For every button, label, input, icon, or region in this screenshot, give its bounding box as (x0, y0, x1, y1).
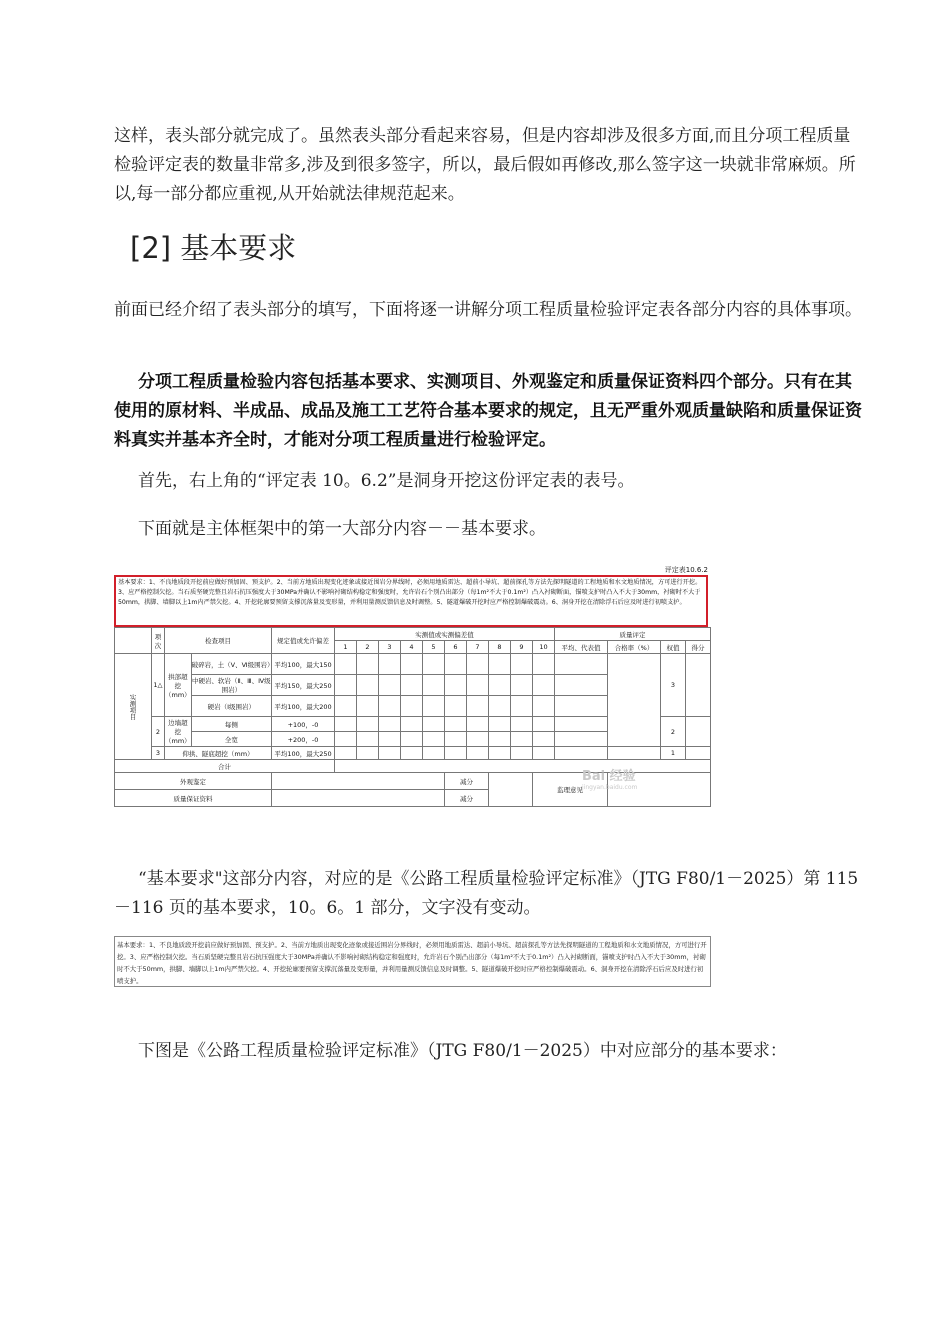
row-no: 3 (152, 747, 165, 760)
deduct-label: 减分 (445, 790, 489, 807)
row-no: 2 (152, 717, 165, 747)
row-item: 中硬岩、软岩（Ⅱ、Ⅲ、Ⅳ级围岩） (191, 675, 271, 696)
paragraph-standard-reference: “基本要求"这部分内容，对应的是《公路工程质量检验评定标准》（JTG F80/1－2025）第 115－116 页的基本要求，10。6。1 部分，文字没有变动。 (114, 869, 859, 918)
row-spec: 平均100，最大200 (272, 696, 335, 717)
header-item-no: 项次 (152, 628, 165, 654)
header-avg: 平均、代表值 (555, 641, 608, 654)
evaluation-form-image (114, 565, 712, 826)
paragraph-intro: 前面已经介绍了表头部分的填写，下面将逐一讲解分项工程质量检验评定表各部分内容的具体事项。 (114, 300, 862, 320)
header-col: 6 (445, 641, 467, 654)
header-check-item: 检查项目 (165, 628, 272, 654)
header-col: 9 (511, 641, 533, 654)
paragraph-quality-content: 分项工程质量检验内容包括基本要求、实测项目、外观鉴定和质量保证资料四个部分。只有在其使用的原材料、半成品、成品及施工工艺符合基本要求的规定，且无严重外观质量缺陷和质量保证资料真实并基本齐全时，才能对分项工程质量进行检验评定。 (114, 372, 862, 450)
watermark-logo: Bai 经验 (582, 769, 636, 784)
row-weight: 2 (661, 717, 686, 747)
paragraph-header-done: 这样，表头部分就完成了。虽然表头部分看起来容易，但是内容却涉及很多方面,而且分项工程质量检验评定表的数量非常多,涉及到很多签字，所以，最后假如再修改,那么签字这一块就非常麻烦。所以,每一部分都应重视,从开始就法律规范起来。 (114, 126, 856, 204)
row-spec: 平均100，最大250 (272, 747, 335, 760)
row-spec: 平均100，最大150 (272, 654, 335, 675)
paragraph-first-part: 下面就是主体框架中的第一大部分内容－－基本要求。 (138, 519, 546, 539)
header-measured: 实测值或实测偏差值 (335, 628, 555, 641)
header-col: 3 (379, 641, 401, 654)
row-spec: 平均150，最大250 (272, 675, 335, 696)
watermark-url: jingyan.baidu.com (582, 784, 638, 791)
appearance-label: 外观鉴定 (115, 773, 272, 790)
header-quality: 质量评定 (555, 628, 711, 641)
header-weight: 权值 (661, 641, 686, 654)
paragraph-form-number: 首先，右上角的“评定表 10。6.2”是洞身开挖这份评定表的表号。 (138, 471, 635, 491)
header-col: 4 (401, 641, 423, 654)
supervisor-label: 监理意见 (533, 773, 608, 807)
header-pass-rate: 合格率（%） (608, 641, 661, 654)
paragraph-next-figure: 下图是《公路工程质量检验评定标准》（JTG F80/1－2025）中对应部分的基本要求： (138, 1041, 787, 1061)
header-col: 10 (533, 641, 555, 654)
deduct-label: 减分 (445, 773, 489, 790)
section-heading: [2] 基本要求 (130, 231, 297, 265)
form-number: 评定表10.6.2 (664, 566, 708, 574)
header-score: 得分 (686, 641, 711, 654)
row-weight: 1 (661, 747, 686, 760)
row-spec: +100，-0 (272, 717, 335, 732)
row-item: 全宽 (191, 732, 271, 747)
header-spec: 规定值或允许偏差 (272, 628, 335, 654)
row-group: 边墙超挖（mm） (165, 717, 192, 747)
basic-requirements-highlight: 基本要求：1、不良地质段开挖前应做好预加固、预支护。2、当前方地质出现变化迹象或接近围岩分界线时，必须用地质雷达、超前小导坑、超前探孔等方法先探明隧道的工程地质和水文地质情况，方可进行开挖。3、应严格控制欠挖。当石质坚硬完整且岩石抗压强度大于30MPa并确认不影响衬砌结构稳定和强度时，允许岩石个别凸出部分（每1m²不大于0.1m²）凸入衬砌断面，锚喷支护时凸入不大于30mm，衬砌时不大于50mm，拱脚、墙脚以上1m内严禁欠挖。4、开挖轮廓要预留支撑沉落量及变形量，并利用量测反馈信息及时调整。5、隧道爆破开挖时应严格控制爆破震动。6、洞身开挖在清除浮石后应及时进行初喷支护。 (114, 575, 708, 627)
row-spec: +200，-0 (272, 732, 335, 747)
header-col: 7 (467, 641, 489, 654)
row-group: 拱部超挖（mm） (165, 654, 192, 717)
row-no: 1△ (152, 654, 165, 717)
side-label: 实测项目 (115, 654, 152, 760)
header-col: 1 (335, 641, 357, 654)
quality-docs-label: 质量保证资料 (115, 790, 272, 807)
row-weight: 3 (661, 654, 686, 717)
row-item: 仰拱、隧底超挖（mm） (165, 747, 272, 760)
watermark (582, 765, 637, 791)
basic-requirements-image: 基本要求：1、不良地质段开挖前应做好预加固、预支护。2、当前方地质出现变化迹象或接近围岩分界线时，必须用地质雷达、超前小导坑、超前探孔等方法先探明隧道的工程地质和水文地质情况，方可进行开挖。3、应严格控制欠挖。当石质坚硬完整且岩石抗压强度大于30MPa并确认不影响衬砌结构稳定和强度时，允许岩石个别凸出部分（每1m²不大于0.1m²）凸入衬砌断面，锚喷支护时凸入不大于30mm，衬砌时不大于50mm，拱脚、墙脚以上1m内严禁欠挖。4、开挖轮廓要预留支撑沉落量及变形量，并利用量测反馈信息及时调整。5、隧道爆破开挖时应严格控制爆破震动。6、洞身开挖在清除浮石后应及时进行初喷支护。 (114, 936, 711, 987)
row-item: 破碎岩，土（Ⅴ、Ⅵ级围岩） (191, 654, 271, 675)
total-label: 合计 (115, 760, 335, 773)
row-item: 每侧 (191, 717, 271, 732)
header-col: 8 (489, 641, 511, 654)
header-col: 2 (357, 641, 379, 654)
header-col: 5 (423, 641, 445, 654)
row-item: 硬岩（Ⅰ级围岩） (191, 696, 271, 717)
